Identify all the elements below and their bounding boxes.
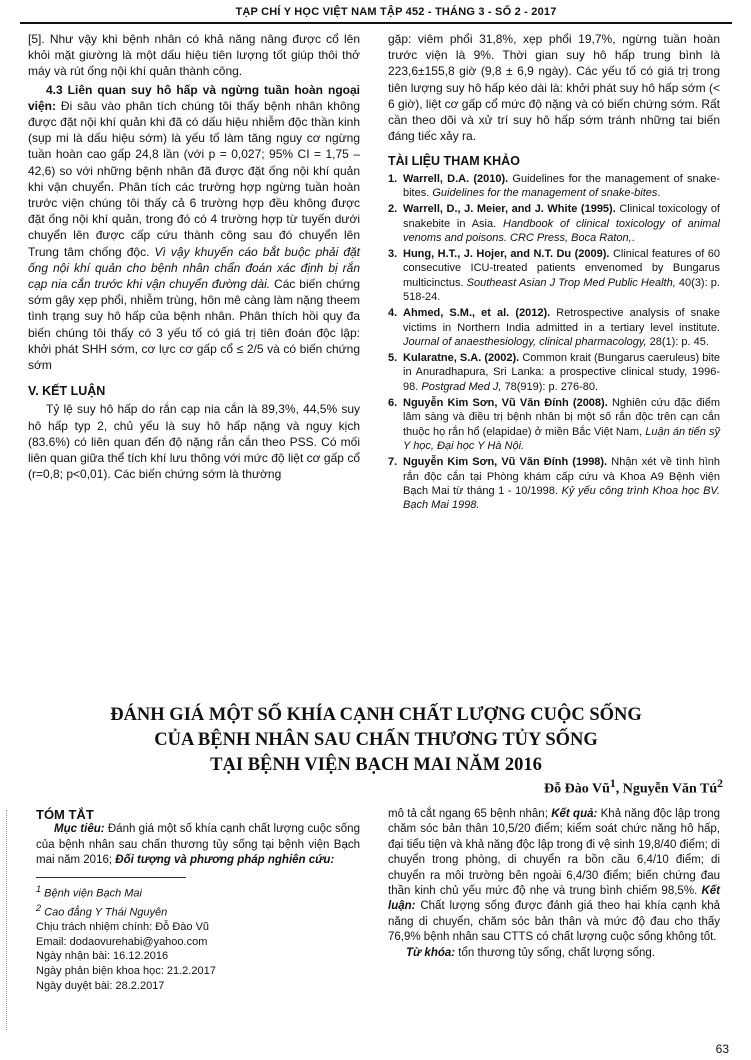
affiliations [36, 882, 360, 993]
reference-item: 2. Warrell, D., J. Meier, and J. White (1995). Clinical toxicology of snakebite in Asia. Handbook of clinical toxicology of animal venoms and poisons. CRC Press, Boca Raton,. [388, 203, 720, 244]
title-line-1: ĐÁNH GIÁ MỘT SỐ KHÍA CẠNH CHẤT LƯỢNG CUỘC SỐNG [110, 705, 642, 725]
date-received: Ngày nhận bài: 16.12.2016 [36, 950, 169, 963]
footnote-rule [36, 877, 186, 878]
article-authors: Đỗ Đào $Vũ^1$, Nguyễn Văn $Tú^2$ [544, 777, 723, 797]
section-4-3-text-a: Đi sâu vào phân tích chúng tôi thấy bệnh nhân không được đặt nội khí quản khi đã có dấu hiệu nhiễm độc thần kinh (sụp mi là dấu hiệu sớm) là yếu tố làm tăng nguy cơ ngừng tuần hoàn cao gấp 24,8 lần (với p = 0,027; 95% CI = 1,75 – 42,6) so với những bệnh nhân đã được đặt ống nội khí quản khi vận chuyển. Phân tích các trường hợp ngừng tuần hoàn trước viện chúng tôi thấy cả 6 trường hợp đều không được đặt ống nội khí quản, trong đó có 4 trường hợp từ tuyến dưới chuyển lên được cấp cứu thành công sau đó chuyển lên Trung tâm chống độc. [28, 98, 360, 259]
author-1: Đỗ Đào Vũ [544, 781, 610, 797]
scan-margin-marks [6, 810, 13, 1030]
date-reviewed: Ngày phản biện khoa học: 21.2.2017 [36, 964, 216, 977]
reference-item: 5. Kularatne, S.A. (2002). Common krait (Bungarus caeruleus) bite in Anuradhapura, Sri Lanka: a prospective clinical study, 1996-98. Postgrad Med J, 78(919): p. 276-80. [388, 352, 721, 393]
references-heading: TÀI LIỆU THAM KHẢO [388, 154, 520, 169]
section-4-3-text-b: Các biến chứng sớm gây xẹp phổi, nhiễm trùng, hôn mê càng làm nặng theem tình trạng suy hô hấp của bệnh nhân. Phân thích hồi quy đa biến chúng tôi thấy có 3 yếu tố có giá trị tiên đoán độc lập: khởi phát SHH sớm, cơ lực cơ gấp cổ ≤ 2/5 và có biến chứng sớm [28, 277, 360, 373]
conclusion-heading: V. KẾT LUẬN [28, 384, 106, 399]
reference-item: 3. Hung, H.T., J. Hojer, and N.T. Du (2009). Clinical features of 60 consecutive ICU-treated patients envenomed by Bungarus multicinctus. Southeast Asian J Trop Med Public Health, 40(3): p. 518-24. [388, 248, 720, 303]
date-accepted: Ngày duyệt bài: 28.2.2017 [36, 979, 165, 992]
affiliation-1: $^1$ Bệnh viện Bạch Mai [36, 883, 142, 900]
section-4-3-heading: 4.3 Liên quan suy hô hấp và ngừng tuần hoàn ngoại viện: [28, 82, 360, 113]
conclusion-text: Tỷ lệ suy hô hấp do rắn cạp nia cắn là 89,3%, 44,5% suy hô hấp typ 2, chủ yếu là suy hô hấp nặng và nguy kịch (83.6%) có liên quan đến độ nặng rắn cắn theo PSS. Có mối liên quan giữa thể tích khí lưu thông với mức độ liệt cơ gấp cổ (r=0,8; p<0,01). Các biến chứng sớm là thường [28, 402, 360, 482]
author-2: Nguyễn Văn Tú [622, 781, 718, 797]
reference-item: 4. Ahmed, S.M., et al. (2012). Retrospective analysis of snake victims in Northern India admitted in a tertiary level institute. Journal of anaesthesiology, clinical pharmacology, 28(1): p. 45. [388, 307, 720, 348]
title-line-3: TẠI BỆNH VIỆN BẠCH MAI NĂM 2016 [210, 755, 542, 775]
running-header: TẠP CHÍ Y HỌC VIỆT NAM TẬP 452 - THÁNG 3 - SỐ 2 - 2017 [235, 6, 557, 18]
contact-email: Email: dodaovurehabi@yahoo.com [36, 935, 208, 948]
affiliation-2: $^2$ Cao đẳng Y Thái Nguyên [36, 902, 168, 919]
section-4-3 [28, 82, 360, 374]
abstract-methods-results: mô tả cắt ngang 65 bệnh nhân; Kết quả: Khả năng độc lập trong chăm sóc bản thân 10,5/20 điểm; kiểm soát chức năng hô hấp, đại tiểu tiện và khả năng độc lập trong đi vệ sinh 19,8/40 điểm; di chuyển trong phòng, di chuyển ra bồn cầu 6,4/10 điểm; di chuyển ra môi trường bên ngoài 6,4/30 điểm; biến chứng đau thần kinh chủ yếu mức độ nhẹ và trung bình chiếm 98,5%. Kết luận: Chất lượng sống được đánh giá theo hai khía cạnh khả năng di chuyển, chăm sóc bản thân và mức độ đau cho thấy 76,9% bệnh nhân sau CTTS có chất lượng cuộc sống không tốt. [388, 808, 721, 944]
page-number: 63 [715, 1042, 729, 1056]
reference-list [388, 172, 720, 513]
reference-item: 6. Nguyễn Kim Sơn, Vũ Văn Đính (2008). Nghiên cứu đặc điểm lâm sàng và điều trị bệnh nhân bị một số rắn độc trên cạn cắn thuộc họ rắn hổ (elapidae) ở miền Bắc Việt Nam, Luận án tiến sỹ Y học, Đại học Y Hà Nội. [388, 397, 720, 452]
abstract-heading: TÓM TẮT [36, 807, 94, 822]
header-rule [20, 22, 732, 24]
abstract-left [36, 807, 360, 993]
left-column [28, 31, 360, 482]
responsible-author: Chịu trách nhiệm chính: Đỗ Đào Vũ [36, 921, 210, 934]
right-paragraph-1: gặp: viêm phổi 31,8%, xẹp phổi 19,7%, ngừng tuần hoàn trước viện là 9%. Thời gian suy hô hấp trung bình là 223,6±155,8 giờ (9,8 ± 6,9 ngày). Các yếu tố có giá trị trong tiên lượng suy hô hấp kéo dài là: khởi phát suy hô hấp sớm (< 6 giờ), liệt cơ gấp cổ mức độ nặng và có biến chứng sớm. Rất cần theo dõi và xử trí suy hô hấp sớm tránh những tai biến đáng tiếc xảy ra. [388, 32, 720, 144]
abstract-objective: Mục tiêu: Đánh giá một số khía cạnh chất lượng cuộc sống của bệnh nhân sau chấn thương tủy sống tại bệnh viện Bạch mai năm 2016; Đối tượng và phương pháp nghiên cứu: [36, 823, 360, 867]
right-column [388, 31, 720, 514]
reference-item: 7. Nguyễn Kim Sơn, Vũ Văn Đính (1998). Nhận xét về tình hình rắn độc cắn tại Phòng khám cấp cứu và Khoa A9 Bệnh viện Bạch Mai từ tháng 1 - 10/1998. Kỷ yếu công trình Khoa học BV. Bạch Mai 1998. [388, 456, 720, 512]
left-paragraph-1: [5]. Như vậy khi bệnh nhân có khả năng nâng được cổ lên khỏi mặt giường là một dấu hiệu tiên lượng tốt giúp thôi thở máy và rút ống nội khí quản thành công. [28, 32, 360, 79]
abstract-keywords: Từ khóa: tổn thương tủy sống, chất lượng sống. [406, 946, 656, 959]
abstract-right [388, 807, 720, 961]
reference-item: 1. Warrell, D.A. (2010). Guidelines for the management of snake-bites. Guidelines for the management of snake-bites. [388, 172, 720, 199]
title-line-2: CỦA BỆNH NHÂN SAU CHẤN THƯƠNG TỦY SỐNG [154, 730, 598, 750]
article-title [70, 703, 682, 778]
section-4-3-recommendation: Vì vậy khuyến cáo bắt buộc phải đặt ống nội khí quản cho bệnh nhân chẩn đoán xác định bị rắn cạp nia cắn trước khi vận chuyển đường dài. [28, 244, 360, 292]
